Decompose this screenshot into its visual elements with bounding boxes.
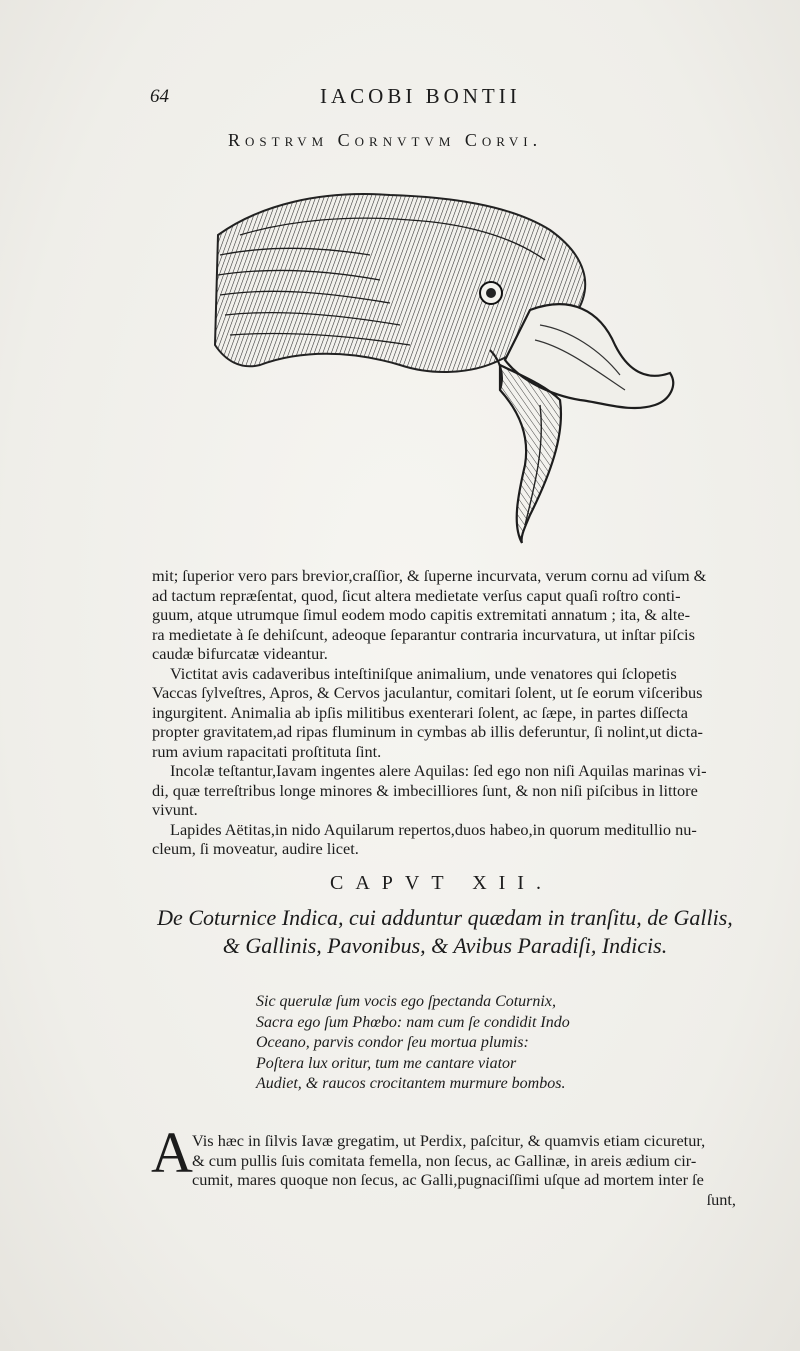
paragraph-3: Incolæ teſtantur,Iavam ingentes alere Aquilas: ſed ego non niſi Aquilas marinas vi- di, quæ terreſtribus longe minores & imbecilliores ſunt, & non niſi piſcibus in littore vivunt. — [152, 761, 707, 819]
paragraph-2: Victitat avis cadaveribus inteſtiniſque animalium, unde venatores qui ſclopetis Vaccas ſylveſtres, Apros, & Cervos jaculantur, comitari ſolent, ut ſe eorum viſceribus ingurgitent. Animalia ab ipſis militibus exenterari ſolent, ac ſæpe, in partes diſſecta propter gravitatem,ad ripas fluminum in cymbas ab illis deferuntur, ſi nolint,ut dicta- rum avium rapacitati proſtituta ſint. — [152, 663, 703, 761]
poem-line: Poſtera lux oritur, tum me cantare viator — [256, 1054, 517, 1072]
hornbill-head-woodcut — [200, 175, 690, 550]
chapter-title-line: De Coturnice Indica, cui adduntur quædam in tranſitu, de Gallis, — [157, 905, 733, 930]
body-text — [152, 566, 734, 859]
poem — [256, 992, 676, 1095]
page-number: 64 — [150, 86, 169, 107]
poem-line: Oceano, parvis condor ſeu mortua plumis: — [256, 1034, 529, 1051]
final-paragraph: Vis hæc in ſilvis Iavæ gregatim, ut Perdix, paſcitur, & quamvis etiam cicuretur, & cum pullis ſuis comitata femella, non ſecus, ac Gallinæ, in areis ædium cir- cumit, mares quoque non ſecus, ac Galli,pugnaciſſimi uſque ad mortem inter ſe ſunt, — [192, 1131, 736, 1209]
chapter-title-line: & Gallinis, Pavonibus, & Avibus Paradiſi, Indicis. — [222, 933, 668, 958]
chapter-heading: CAPVT XII. — [330, 872, 553, 894]
running-head: IACOBI BONTII — [320, 84, 521, 108]
poem-line: Audiet, & raucos crocitantem murmure bombos. — [256, 1075, 566, 1092]
figure-caption: Rostrvm Cornvtvm Corvi. — [228, 130, 543, 150]
drop-cap: A — [151, 1120, 193, 1185]
poem-line: Sacra ego ſum Phœbo: nam cum ſe condidit Indo — [256, 1013, 570, 1031]
chapter-title — [150, 904, 740, 960]
catchword: ſunt, — [706, 1189, 736, 1209]
paragraph-1: mit; ſuperior vero pars brevior,craſſior, & ſuperne incurvata, verum cornu ad viſum & ad tactum repræſentat, quod, ſicut altera medietate verſus caput quaſi roſtro conti- guum, atque utrumque ſimul eodem modo capitis extremitati annatum ; ita, & alte- ra medietate à ſe dehiſcunt, adeoque ſeparantur contraria incurvatura, ut inſtar piſcis caudæ bifurcatæ videantur. — [152, 566, 707, 663]
lower-beak — [500, 365, 561, 543]
page-header — [150, 84, 670, 114]
poem-line: Sic querulæ ſum vocis ego ſpectanda Coturnix, — [256, 993, 556, 1010]
paragraph-4: Lapides Aëtitas,in nido Aquilarum repertos,duos habeo,in quorum meditullio nu- cleum, ſi moveatur, audire licet. — [152, 819, 697, 858]
